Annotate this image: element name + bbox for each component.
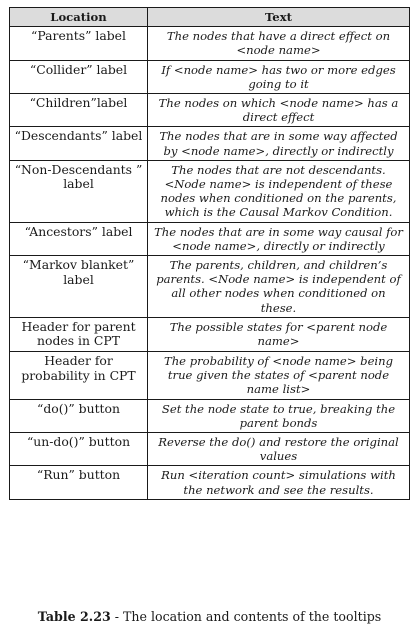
text-cell: Reverse the do() and restore the original values: [148, 433, 410, 466]
table-caption: [0, 609, 419, 624]
text-cell: The nodes that have a direct effect on <node name>: [148, 27, 410, 60]
text-cell: The nodes that are not descendants. <Node name> is independent of these nodes when conditioned on the parents, which is the Causal Markov Condition.: [148, 160, 410, 222]
location-cell: “Non-Descendants ” label: [10, 160, 148, 222]
table-row: [10, 27, 410, 60]
table-row: [10, 222, 410, 255]
text-cell: The nodes on which <node name> has a direct effect: [148, 94, 410, 127]
text-cell: Set the node state to true, breaking the parent bonds: [148, 399, 410, 432]
location-cell: Header for probability in CPT: [10, 352, 148, 400]
location-cell: “Children”label: [10, 94, 148, 127]
location-cell: “Ancestors” label: [10, 222, 148, 255]
tooltips-table: [9, 7, 410, 500]
location-cell: “Run” button: [10, 466, 148, 499]
table-row: [10, 256, 410, 318]
text-cell: If <node name> has two or more edges going to it: [148, 60, 410, 93]
caption-number: Table 2.23: [37, 609, 111, 624]
text-cell: The possible states for <parent node name>: [148, 317, 410, 351]
location-cell: “Markov blanket” label: [10, 256, 148, 318]
location-cell: “Parents” label: [10, 27, 148, 60]
table-row: [10, 399, 410, 432]
text-cell: The probability of <node name> being true given the states of <parent node name list>: [148, 352, 410, 400]
location-cell: “Descendants” label: [10, 127, 148, 160]
table-row: [10, 127, 410, 160]
table-row: [10, 94, 410, 127]
table-row: [10, 352, 410, 400]
table-row: [10, 433, 410, 466]
text-cell: The parents, children, and children’s parents. <Node name> is independent of all other nodes when conditioned on these.: [148, 256, 410, 318]
caption-text: - The location and contents of the tooltips: [110, 609, 382, 624]
table-header-row: [10, 8, 410, 27]
table-row: [10, 466, 410, 499]
text-cell: The nodes that are in some way causal for <node name>, directly or indirectly: [148, 222, 410, 255]
table-row: [10, 317, 410, 351]
text-cell: Run <iteration count> simulations with the network and see the results.: [148, 466, 410, 499]
table-row: [10, 60, 410, 93]
column-header-location: Location: [10, 8, 148, 27]
location-cell: “do()” button: [10, 399, 148, 432]
location-cell: “Collider” label: [10, 60, 148, 93]
location-cell: Header for parent nodes in CPT: [10, 317, 148, 351]
table-row: [10, 160, 410, 222]
location-cell: “un-do()” button: [10, 433, 148, 466]
text-cell: The nodes that are in some way affected by <node name>, directly or indirectly: [148, 127, 410, 160]
column-header-text: Text: [148, 8, 410, 27]
